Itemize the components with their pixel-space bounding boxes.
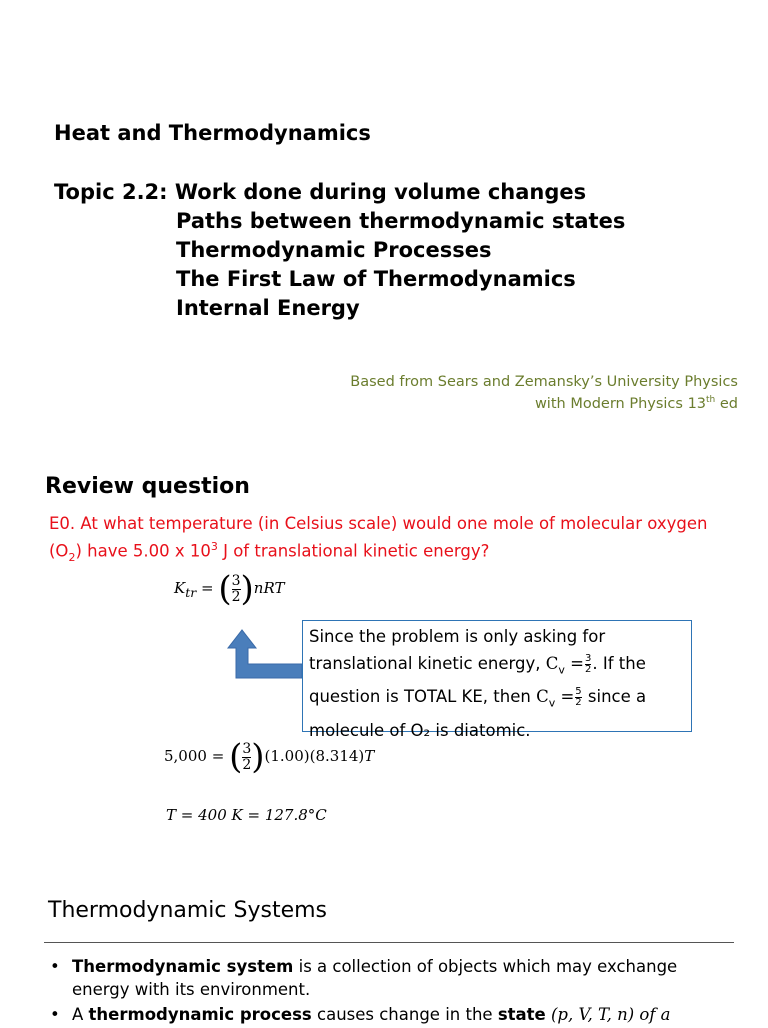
list-item: • A thermodynamic process causes change in the state (p, V, T, n) of a: [50, 1005, 671, 1024]
credit-line-2: with Modern Physics 13th ed: [534, 395, 738, 412]
equation-substitution: 5,000 = ( $\frac{3}{2}$ )(1.00)(8.314)T: [164, 737, 375, 777]
topic-item-3: Thermodynamic Processes: [176, 238, 492, 262]
equation-result: T = 400 K = 127.8°C: [166, 806, 327, 824]
source-credit: [350, 373, 738, 413]
bullet-icon: •: [50, 1005, 60, 1024]
topic-item-5: Internal Energy: [176, 296, 360, 320]
document-title: Heat and Thermodynamics: [54, 121, 371, 145]
equation-kinetic-energy: $K_{tr}$ = ( $\frac{3}{2}$ )nRT: [174, 569, 285, 609]
topic-prefix: Topic 2.2:: [54, 180, 175, 204]
review-question: E0. At what temperature (in Celsius scale) would one mole of molecular oxygen $(O_2)$ have 5.00 x $10^3$ J of translational kinetic energy?: [49, 514, 708, 564]
bullet-icon: •: [50, 957, 60, 976]
systems-bullet-list: [48, 955, 738, 1028]
list-item: • Thermodynamic system is a collection of objects which may exchange energy with its environment.: [50, 957, 678, 999]
topic-item-2: Paths between thermodynamic states: [176, 209, 626, 233]
review-heading: Review question: [45, 474, 250, 499]
topic-item-1: Work done during volume changes: [174, 180, 587, 204]
heading-divider: [44, 942, 734, 943]
arrow-callout: [226, 626, 306, 682]
topic-item-4: The First Law of Thermodynamics: [176, 267, 576, 291]
note-box: Since the problem is only asking for translational kinetic energy, $C_v$ = $\frac{3}{2}$ . If the question is TOTAL KE, then $C_v$ = $\frac{5}{2}$ since a molecule of O₂ is diatomic.: [302, 620, 692, 732]
topic-list: [54, 178, 625, 323]
systems-heading: Thermodynamic Systems: [48, 898, 328, 923]
credit-line-1: Based from Sears and Zemansky’s University Physics: [350, 374, 738, 390]
